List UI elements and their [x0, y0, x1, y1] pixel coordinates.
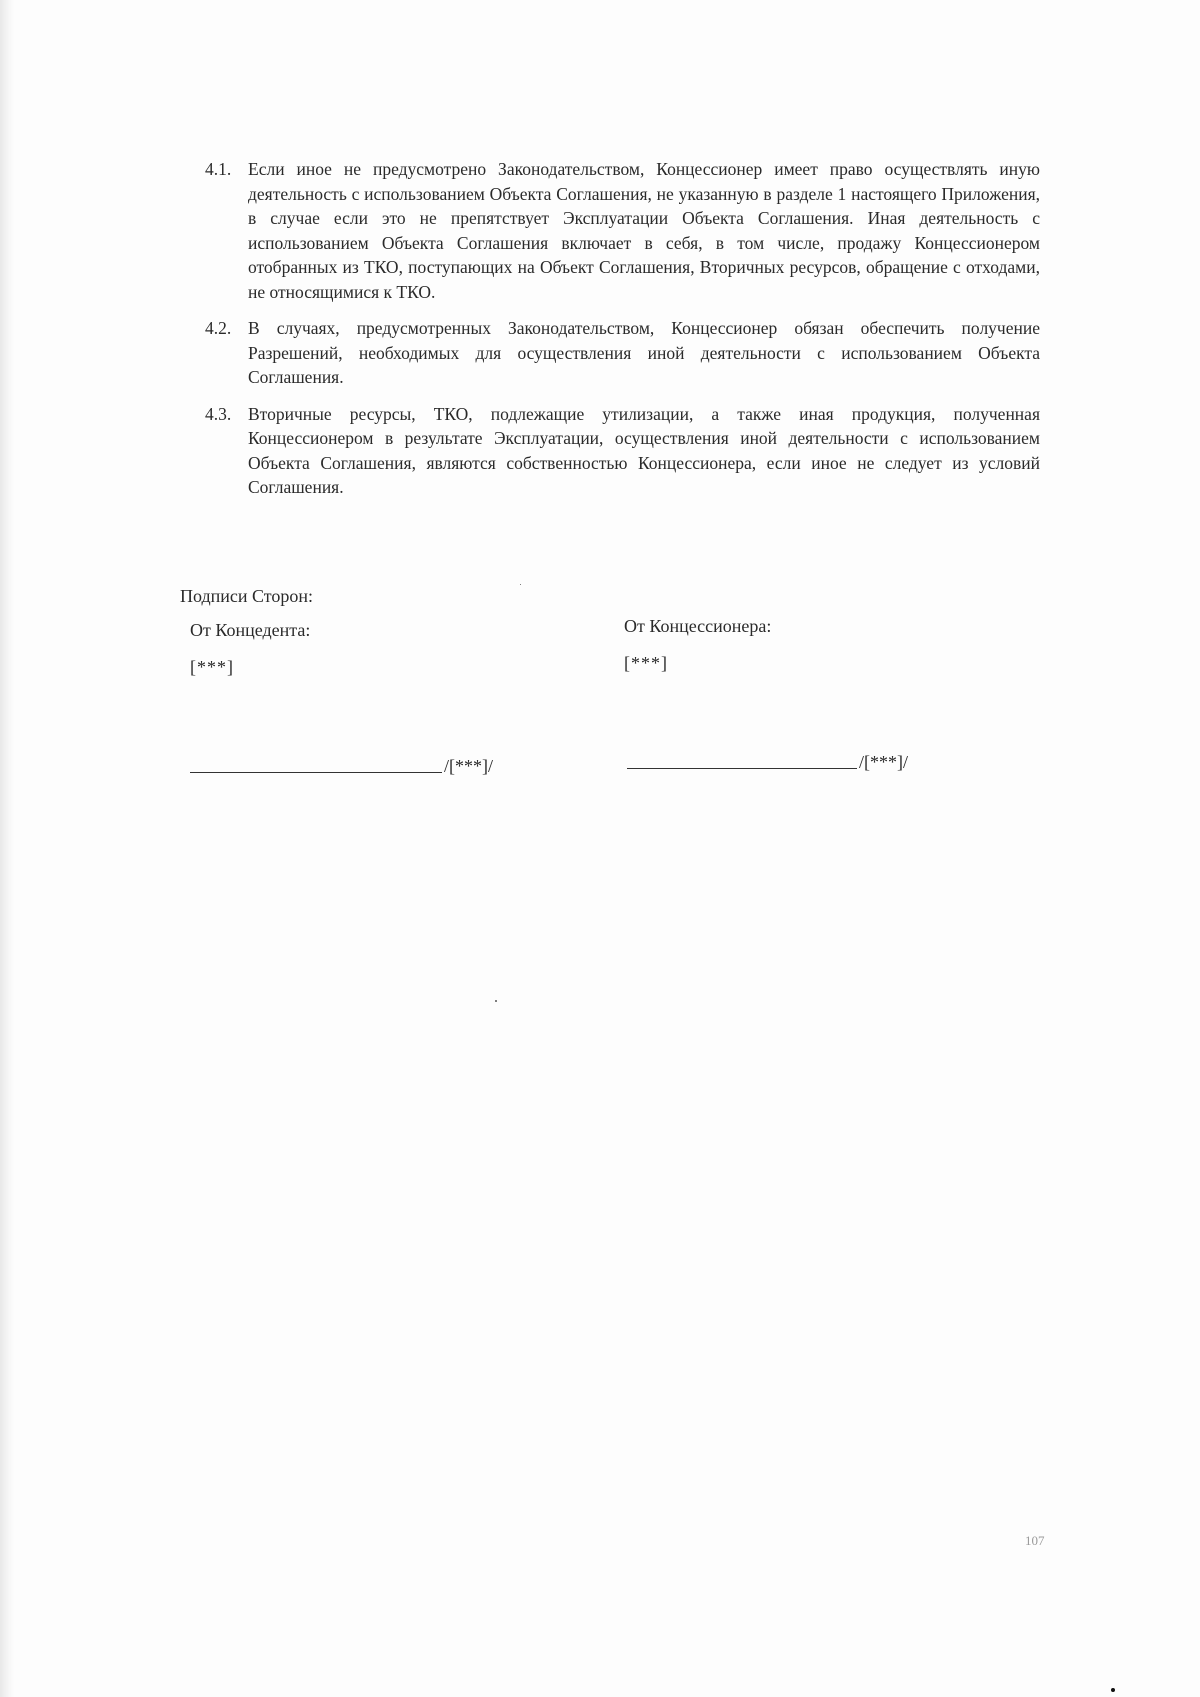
concessionaire-party: [624, 616, 771, 674]
clause-number: 4.2.: [205, 318, 232, 338]
signature-rule: [190, 771, 442, 773]
clause-number: 4.1.: [205, 159, 232, 179]
concessionaire-signature-name: /[***]/: [859, 752, 908, 772]
grantor-label: От Концедента:: [190, 620, 311, 640]
scan-edge-shadow: [0, 0, 14, 1697]
clause-number: 4.3.: [205, 403, 232, 424]
grantor-name-placeholder: [***]: [190, 657, 234, 677]
scan-speck: [495, 1000, 497, 1002]
scan-speck: [1111, 1688, 1115, 1692]
concessionaire-name-placeholder: [***]: [624, 653, 668, 673]
clause-text: Если иное не предусмотрено Законодательством, Концессионер имеет право осуществлять иную деятельность с использованием Объекта Соглашения, не указанную в разделе 1 настоящего Приложения, в случае если это не препятствует Эксплуатации Объекта Соглашения. Иная деятельность с использованием Объекта Соглашения включает в себя, в том числе, продажу Концессионером отобранных из ТКО, поступающих на Объект Соглашения, Вторичных ресурсов, обращение с отходами, не относящимися к ТКО.: [248, 159, 1040, 302]
grantor-party: [190, 620, 310, 678]
scan-speck: [520, 584, 521, 585]
clause-4-3: [205, 402, 1040, 500]
clause-4-1: [205, 157, 1040, 304]
clause-text: Вторичные ресурсы, ТКО, подлежащие утилизации, а также иная продукция, полученная Концессионером в результате Эксплуатации, осуществления иной деятельности с использованием Объекта Соглашения, являются собственностью Концессионера, если иное не следует из условий Соглашения.: [248, 403, 1040, 497]
concessionaire-signature-line: [627, 752, 908, 773]
clause-list: [205, 157, 1040, 512]
signatures-heading: Подписи Сторон:: [180, 586, 314, 606]
concessionaire-label: От Концессионера:: [624, 616, 772, 636]
grantor-signature-line: [190, 756, 493, 777]
clause-4-2: [205, 316, 1040, 390]
grantor-signature-name: /[***]/: [444, 756, 493, 776]
signature-rule: [627, 767, 857, 769]
page-number: 107: [1025, 1533, 1045, 1548]
clause-text: В случаях, предусмотренных Законодательством, Концессионер обязан обеспечить получение Разрешений, необходимых для осуществления иной деятельности с использованием Объекта Соглашения.: [248, 318, 1040, 387]
